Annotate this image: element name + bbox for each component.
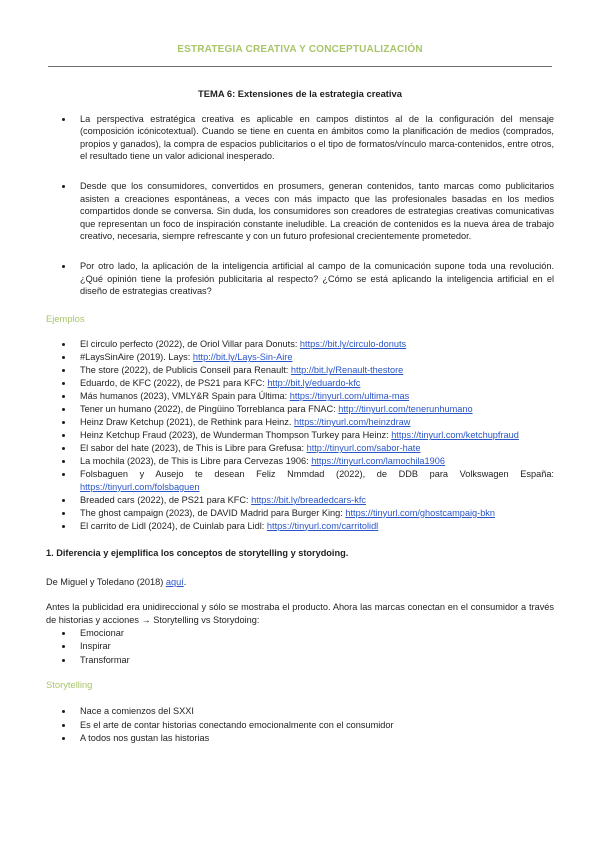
example-text: Más humanos (2023), VMLY&R Spain para Última: [80,391,290,402]
list-item: A todos nos gustan las historias [46,732,554,745]
example-link[interactable]: https://tinyurl.com/lamochila1906 [311,456,445,467]
example-text: Breaded cars (2022), de PS21 para KFC: [80,494,252,505]
example-link[interactable]: https://tinyurl.com/heinzdraw [293,417,411,428]
document-body [46,88,554,746]
verbs-list [46,627,554,667]
intro-bullet-list [46,113,554,298]
example-link[interactable]: https://tinyurl.com/ketchupfraud [391,430,519,441]
example-link[interactable]: http://bit.ly/Renault-thestore [290,365,404,376]
example-link[interactable]: https://bit.ly/breadedcars-kfc [251,494,366,505]
example-link[interactable]: https://tinyurl.com/ghostcampaig-bkn [345,507,496,518]
list-item: Es el arte de contar historias conectando emocionalmente con el consumidor [46,719,554,732]
example-text: El circulo perfecto (2022), de Oriol Villar para Donuts: [80,339,300,350]
list-item: Por otro lado, la aplicación de la inteligencia artificial al campo de la comunicación supone toda una revolución. ¿Qué opinión tiene la profesión publicitaria al respecto? ¿Cómo se está aplicando la inteligencia artificial en el diseño de estrategias creativas? [46,260,554,298]
example-text: Heinz Draw Ketchup (2021), de Rethink para Heinz. [80,417,294,428]
example-text: #LaysSinAire (2019). Lays: [80,352,193,363]
list-item: Nace a comienzos del SXXI [46,705,554,718]
example-item [46,351,554,364]
intro-paragraph: Antes la publicidad era unidireccional y sólo se mostraba el producto. Ahora las marcas conectan en el consumidor a través de historias y acciones → Storytelling vs Storydoing: [46,602,554,626]
example-link[interactable]: http://tinyurl.com/sabor-hate [306,443,421,454]
example-item [46,429,554,442]
example-text: La mochila (2023), de This is Libre para Cervezas 1906: [80,456,312,467]
example-text: Heinz Ketchup Fraud (2023), de Wunderman Thompson Turkey para Heinz: [80,430,392,441]
example-item [46,494,554,507]
example-item [46,442,554,455]
list-item: Desde que los consumidores, convertidos en prosumers, generan contenidos, tanto marcas como publicitarios asisten a creaciones espontáneas, a veces con más impacto que las profesionales basadas en los medios compartidos donde se conversa. Sin duda, los consumidores son creadores de estrategias creativas comunicativas que representan un foco de inspiración constante ineludible. La creación de contenidos es la nueva área de trabajo creativo, necesaria, siempre refrescante y con un futuro profesional crecientemente prometedor. [46,180,554,243]
example-text: Tener un humano (2022), de Pingüino Torreblanca para FNAC: [80,404,339,415]
reference-link[interactable]: aquí [165,576,184,587]
example-text: Folsbaguen y Ausejo te desean Feliz Nmmdad (2022), de DDB para Volkswagen España: [80,469,554,480]
example-item [46,403,554,416]
example-link[interactable]: https://tinyurl.com/carritolidl [266,520,379,531]
reference-end: . [183,576,187,587]
example-item [46,338,554,351]
example-item [46,468,554,493]
reference-line [46,576,554,589]
example-item [46,390,554,403]
storytelling-list [46,705,554,745]
example-link[interactable]: http://tinyurl.com/tenerunhumano [338,404,473,415]
example-item [46,416,554,429]
question-heading: 1. Diferencia y ejemplifica los conceptos de storytelling y storydoing. [46,548,349,559]
example-link[interactable]: https://bit.ly/circulo-donuts [299,339,407,350]
example-item [46,520,554,533]
example-link[interactable]: http://bit.ly/eduardo-kfc [267,378,361,389]
example-text: El sabor del hate (2023), de This is Libre para Grefusa: [80,443,307,454]
example-item [46,455,554,468]
reference-text: De Miguel y Toledano (2018) [46,576,166,587]
header-divider [48,66,552,67]
list-item: La perspectiva estratégica creativa es aplicable en campos distintos al de la configuración del mensaje (composición icónicotextual). Cuando se tiene en cuenta en ámbitos como la planificación de medios (comprados, propios y ganados), la compra de espacios publicitarios o el tipo de formatos/vínculo marca-contenidos, entre otros, el resultado tiene un valor adicional inesperado. [46,113,554,163]
document-header-title: ESTRATEGIA CREATIVA Y CONCEPTUALIZACIÓN [177,44,423,55]
example-item [46,377,554,390]
example-text: El carrito de Lidl (2024), de Cuinlab para Lidl: [80,520,267,531]
examples-list [46,338,554,532]
example-text: The store (2022), de Publicis Conseil para Renault: [80,365,291,376]
example-link[interactable]: http://bit.ly/Lays-Sin-Aire [192,352,293,363]
list-item: Emocionar [46,627,554,640]
list-item: Transformar [46,654,554,667]
example-item [46,364,554,377]
examples-heading: Ejemplos [46,312,85,324]
example-link[interactable]: https://tinyurl.com/folsbaguen [80,481,200,492]
topic-title: TEMA 6: Extensiones de la estrategia creativa [198,88,402,99]
example-text: Eduardo, de KFC (2022), de PS21 para KFC: [80,378,268,389]
example-item [46,507,554,520]
storytelling-heading: Storytelling [46,679,93,691]
list-item: Inspirar [46,640,554,653]
example-text: The ghost campaign (2023), de DAVID Madrid para Burger King: [80,507,346,518]
example-link[interactable]: https://tinyurl.com/ultima-mas [289,391,410,402]
